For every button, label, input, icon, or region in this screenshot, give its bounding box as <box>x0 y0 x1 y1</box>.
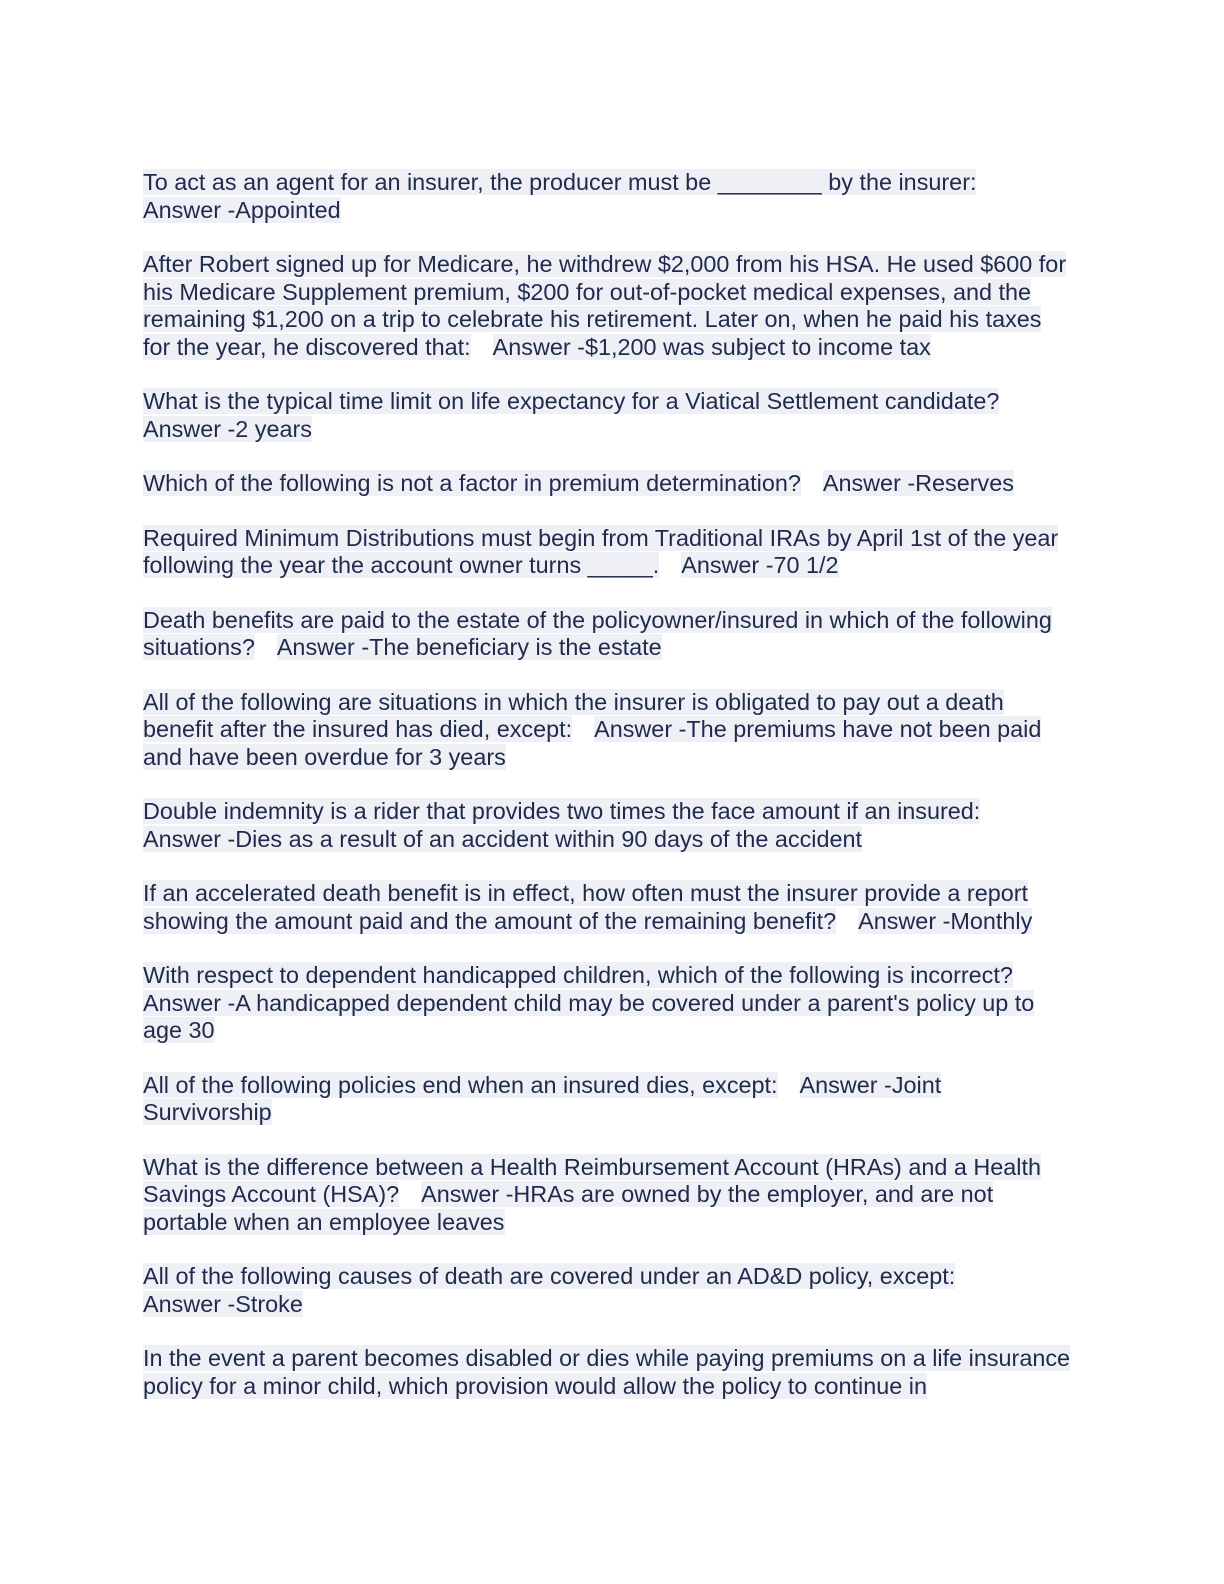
question-text: In the event a parent becomes disabled or dies while paying premiums on a life insurance policy for a minor child, which provision would allow the policy to continue in <box>143 1345 1071 1399</box>
qa-item <box>143 1263 1073 1318</box>
qa-item <box>143 470 1073 498</box>
question-text: All of the following are situations in which the insurer is obligated to pay out a death benefit after the insured has died, except: <box>143 688 1004 742</box>
qa-item <box>143 388 1073 443</box>
question-text: Which of the following is not a factor in premium determination? <box>143 470 801 496</box>
answer-text: Answer -Appointed <box>143 196 341 223</box>
answer-text: Answer -A handicapped dependent child may be covered under a parent's policy up to age 30 <box>143 989 1035 1043</box>
qa-item <box>143 962 1073 1045</box>
answer-text: Answer -Joint Survivorship <box>143 1071 942 1125</box>
qa-item <box>143 798 1073 853</box>
question-text: With respect to dependent handicapped children, which of the following is incorrect? <box>143 962 1013 988</box>
qa-item <box>143 169 1073 224</box>
answer-text: Answer -70 1/2 <box>681 552 839 578</box>
question-text: After Robert signed up for Medicare, he withdrew $2,000 from his HSA. He used $600 for his Medicare Supplement premium, $200 for out-of-pocket medical expenses, and the remaining $1,200 on a trip to celebrate his retirement. Later on, when he paid his taxes for the year, he discovered that: <box>143 251 1067 360</box>
qa-item <box>143 1072 1073 1127</box>
question-text: Death benefits are paid to the estate of the policyowner/insured in which of the following situations? <box>143 606 1052 660</box>
question-text: Double indemnity is a rider that provides two times the face amount if an insured: <box>143 798 981 824</box>
answer-text: Answer -The beneficiary is the estate <box>276 634 662 660</box>
answer-text: Answer -Dies as a result of an accident within 90 days of the accident <box>143 825 862 852</box>
qa-item <box>143 525 1073 580</box>
question-text: All of the following policies end when an insured dies, except: <box>143 1071 778 1098</box>
answer-text: Answer -2 years <box>143 415 312 442</box>
answer-text: Answer -The premiums have not been paid and have been overdue for 3 years <box>143 716 1042 770</box>
question-text: All of the following causes of death are covered under an AD&D policy, except: <box>143 1263 956 1289</box>
question-text: If an accelerated death benefit is in effect, how often must the insurer provide a report showing the amount paid and the amount of the remaining benefit? <box>143 880 1029 934</box>
qa-item <box>143 880 1073 935</box>
qa-item <box>143 689 1073 772</box>
question-text: What is the typical time limit on life expectancy for a Viatical Settlement candidate? <box>143 388 1000 414</box>
qa-item <box>143 251 1073 361</box>
answer-text: Answer -HRAs are owned by the employer, and are not portable when an employee leaves <box>143 1181 994 1235</box>
answer-text: Answer -$1,200 was subject to income tax <box>492 333 931 360</box>
qa-item <box>143 607 1073 662</box>
question-text: What is the difference between a Health Reimbursement Account (HRAs) and a Health Savings Account (HSA)? <box>143 1153 1041 1207</box>
question-text: Required Minimum Distributions must begin from Traditional IRAs by April 1st of the year following the year the account owner turns _____. <box>143 524 1059 578</box>
qa-item <box>143 1154 1073 1237</box>
answer-text: Answer -Reserves <box>822 470 1014 496</box>
answer-text: Answer -Monthly <box>858 907 1033 934</box>
qa-item <box>143 1345 1073 1400</box>
document-page <box>143 169 1073 1427</box>
question-text: To act as an agent for an insurer, the producer must be ________ by the insurer: <box>143 169 977 195</box>
answer-text: Answer -Stroke <box>143 1290 303 1317</box>
